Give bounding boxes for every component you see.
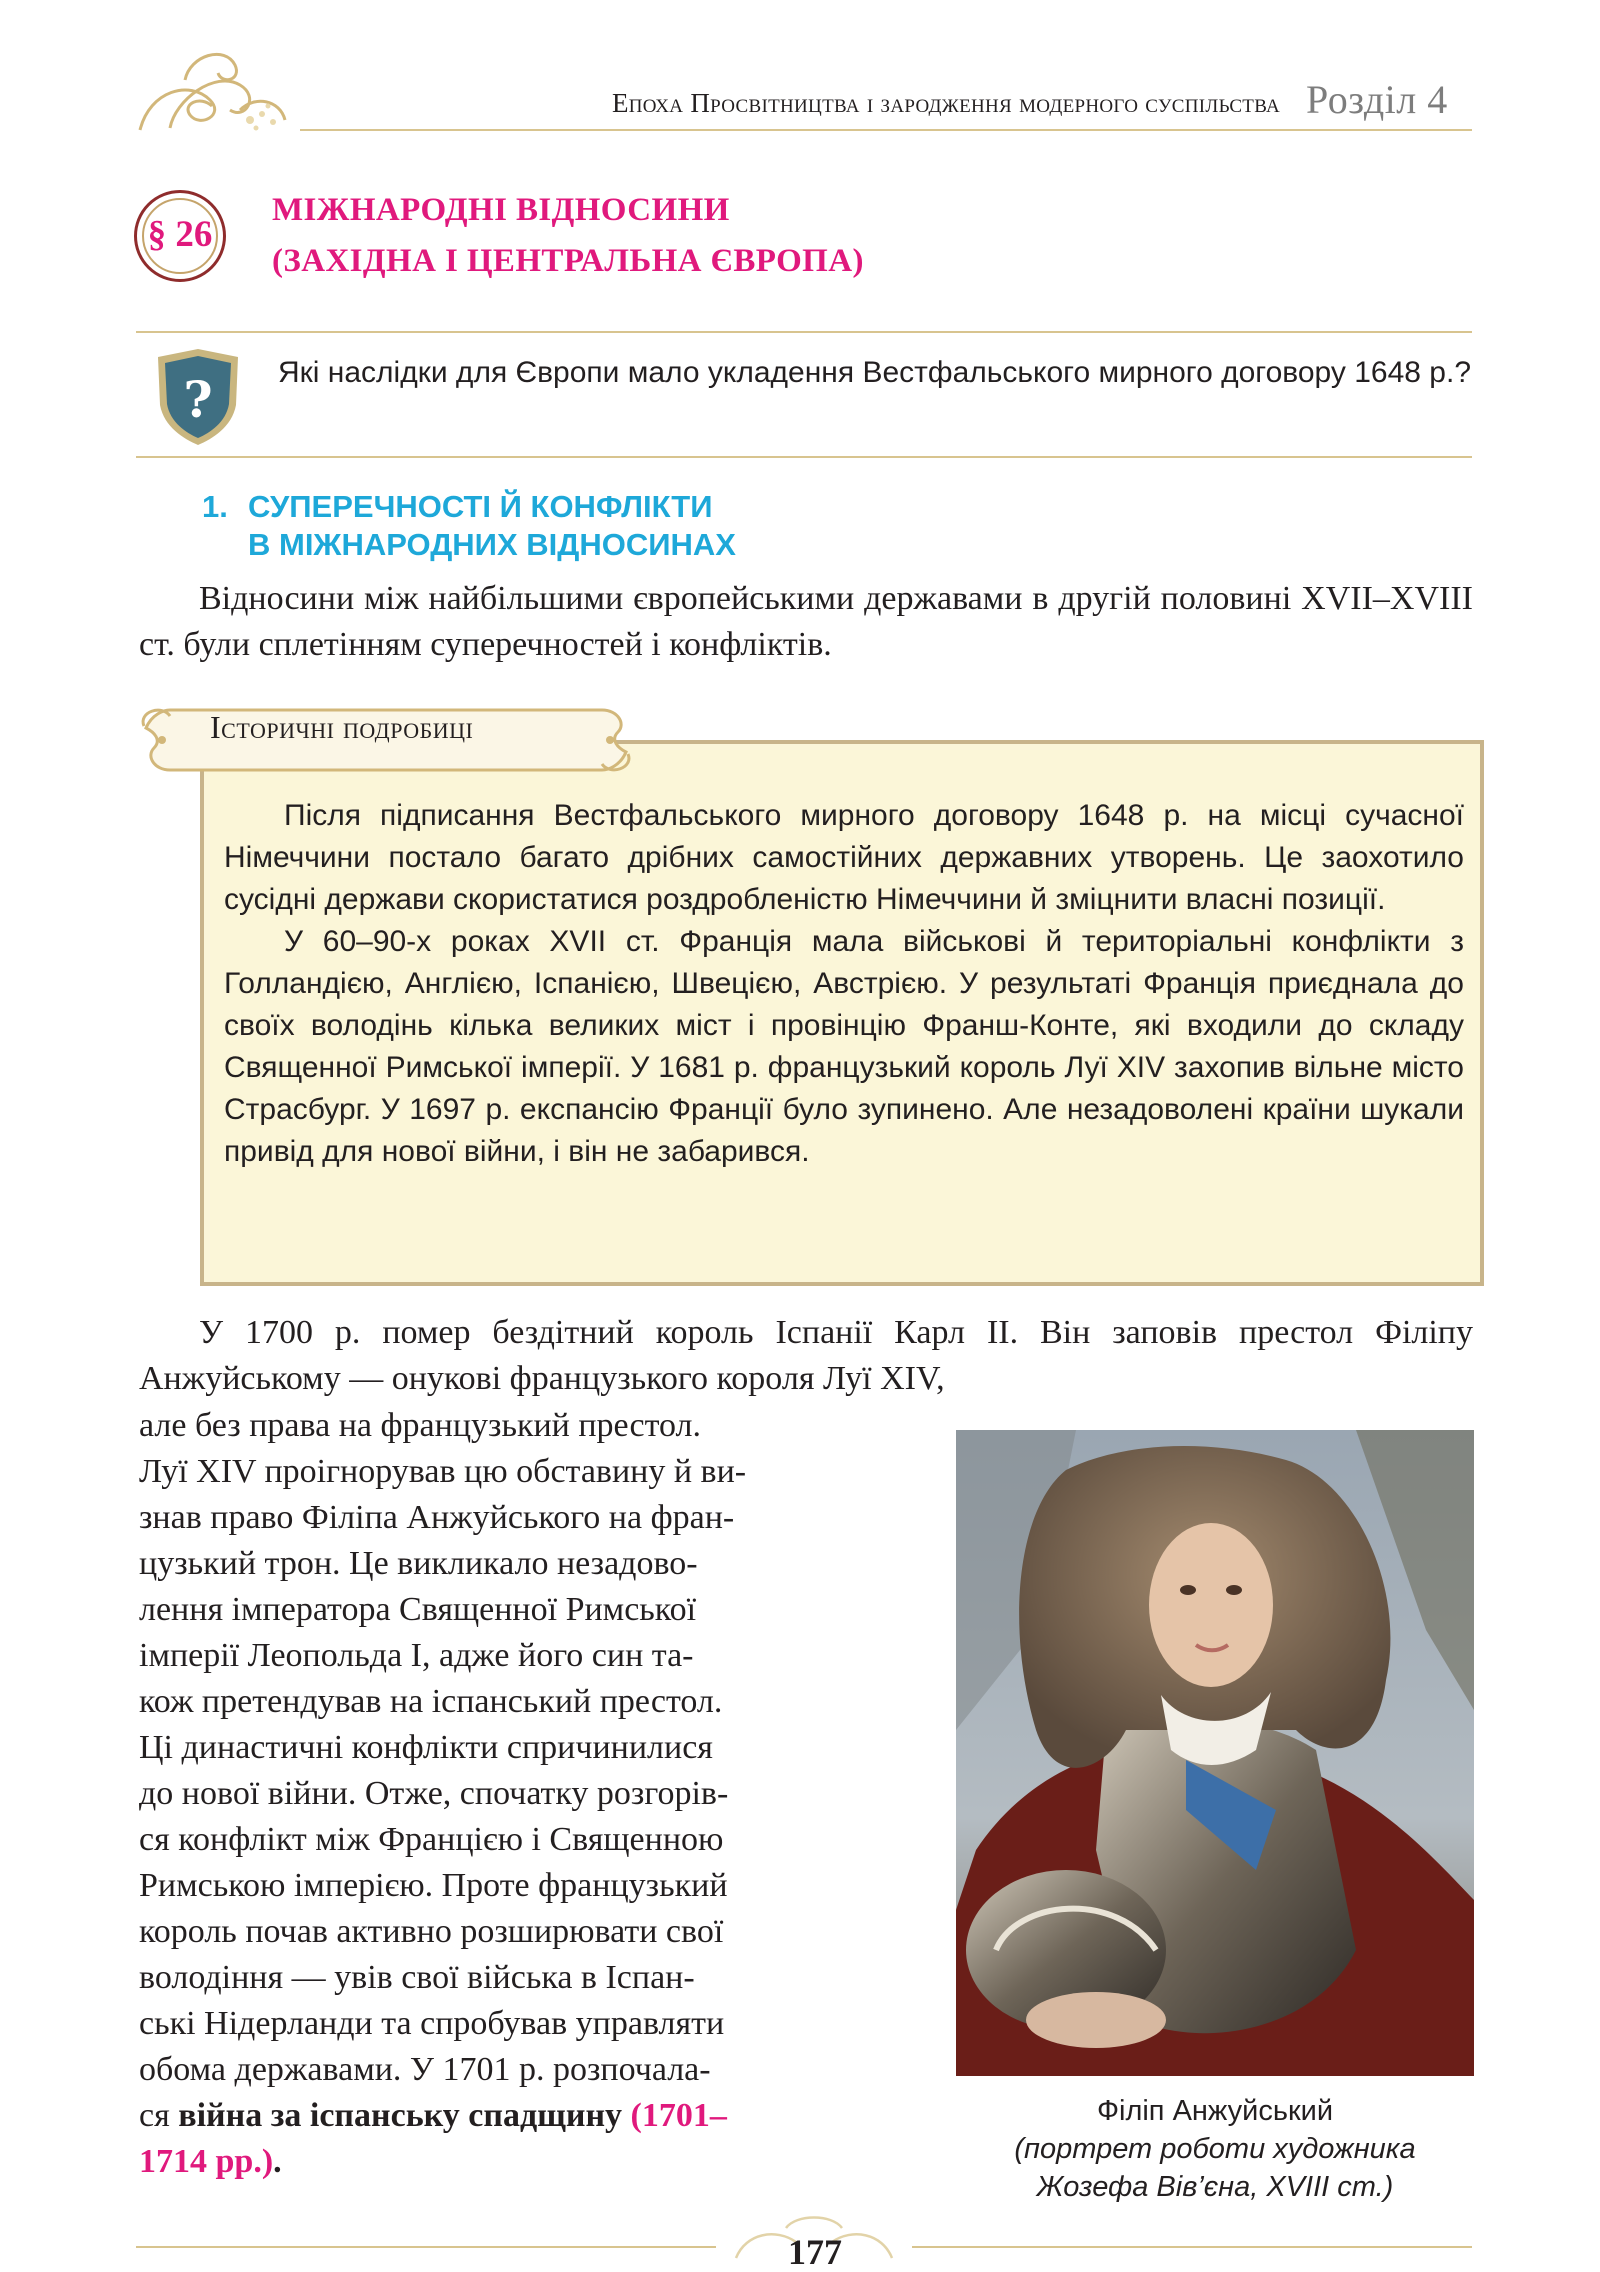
intro-paragraph: Відносини між найбільшими європейськими державами в другій половині XVII–XVIII ст. були сплетінням суперечностей і конфліктів. <box>139 580 1473 663</box>
footer-divider-left <box>136 2246 716 2248</box>
portrait-image <box>956 1430 1474 2076</box>
running-header-title: Епоха Просвітництва і зародження модерного суспільства <box>611 88 1280 118</box>
caption-name: Філіп Анжуйський <box>1096 2095 1334 2127</box>
war-name-term: війна за іспанську спадщину <box>178 2097 623 2134</box>
historical-details-text <box>224 795 1464 1173</box>
text-line: обома державами. У 1701 р. розпочала- <box>139 2051 711 2088</box>
text-line: цузький трон. Це викликало незадово- <box>139 1545 698 1582</box>
caption-line2: (портрет роботи художника <box>1014 2133 1416 2165</box>
footer-divider-right <box>912 2246 1472 2248</box>
paragraph-title <box>272 185 864 287</box>
text-line-war <box>139 2093 914 2139</box>
text-line: кож претендував на іспанський престол. <box>139 1683 723 1720</box>
sentence-end: . <box>273 2143 282 2180</box>
subsection-title <box>248 488 968 564</box>
text-line-war-end <box>139 2139 914 2185</box>
war-prefix: ся <box>139 2097 179 2134</box>
text-line: Римською імперією. Проте французький <box>139 1867 728 1904</box>
text-line: лення імператора Священної Римської <box>139 1591 697 1628</box>
historical-details-label: Історичні подробиці <box>210 709 474 745</box>
text-line: але без права на французький престол. <box>139 1407 702 1444</box>
text-line: король почав активно розширювати свої <box>139 1913 724 1950</box>
portrait-painting <box>956 1430 1474 2076</box>
details-paragraph-2: У 60–90-х роках XVII ст. Франція мала військові й територіальні конфлікти з Голландією, Англією, Іспанією, Швецією, Австрією. У результаті Франція приєднала до своїх володінь кілька великих міст і провінцію Франш-Конте, які входили до складу Священної Римської імперії. У 1681 р. французький король Луї XIV захопив вільне місто Страсбург. У 1697 р. експансію Франції було зупинено. Але незадоволені країни шукали привід для нової війни, і він не забарився. <box>224 925 1464 1168</box>
details-paragraph-1: Після підписання Вестфальського мирного договору 1648 р. на місці сучасної Німеччини постало багато дрібних самостійних державних утворень. Це заохотило сусідні держави скористатися роздробленістю Німеччини й зміцнити власні позиції. <box>224 799 1464 916</box>
caption-line3: Жозефа Вів’єна, XVIII ст.) <box>1036 2171 1394 2203</box>
question-divider <box>136 456 1472 458</box>
text-line: знав право Філіпа Анжуйського на фран- <box>139 1499 735 1536</box>
war-years-start: (1701– <box>630 2097 727 2134</box>
question-shield-icon <box>152 347 244 447</box>
text-line: до нової війни. Отже, спочатку розгорів- <box>139 1775 729 1812</box>
portrait-caption <box>960 2092 1470 2206</box>
subsection-title-line1: СУПЕРЕЧНОСТІ Й КОНФЛІКТИ <box>248 489 713 524</box>
header-divider <box>300 129 1472 131</box>
subsection-number: 1. <box>202 489 228 524</box>
question-text: Які наслідки для Європи мало укладення Вестфальського мирного договору 1648 р.? <box>278 356 1471 389</box>
paragraph-title-line2: (ЗАХІДНА І ЦЕНТРАЛЬНА ЄВРОПА) <box>272 243 864 279</box>
text-line: ські Нідерланди та спробував управляти <box>139 2005 725 2042</box>
paragraph-title-line1: МІЖНАРОДНІ ВІДНОСИНИ <box>272 192 730 228</box>
text-line: володіння — увів свої війська в Іспан- <box>139 1959 695 1996</box>
title-divider <box>136 331 1472 333</box>
text-line: імперії Леопольда I, адже його син та- <box>139 1637 694 1674</box>
main-paragraph-column <box>139 1403 914 2185</box>
svg-text:?: ? <box>183 370 213 429</box>
paragraph-number: § 26 <box>147 214 213 255</box>
main-paragraph-full-width: У 1700 р. помер бездітний король Іспанії Карл II. Він заповів престол Філіпу Анжуйському — онукові французького короля Луї XIV, <box>139 1314 1473 1397</box>
page-number: 177 <box>788 2232 842 2272</box>
header-ornament-icon <box>130 40 290 135</box>
text-line: ся конфлікт між Францією і Священною <box>139 1821 724 1858</box>
running-header-section: Розділ 4 <box>1306 77 1448 122</box>
war-years-end: 1714 рр.) <box>139 2143 274 2180</box>
paragraph-number-badge <box>134 190 226 282</box>
text-line: Ці династичні конфлікти спричинилися <box>139 1729 713 1766</box>
subsection-title-line2: В МІЖНАРОДНИХ ВІДНОСИНАХ <box>248 527 736 562</box>
text-line: Луї XIV проігнорував цю обставину й ви- <box>139 1453 747 1490</box>
